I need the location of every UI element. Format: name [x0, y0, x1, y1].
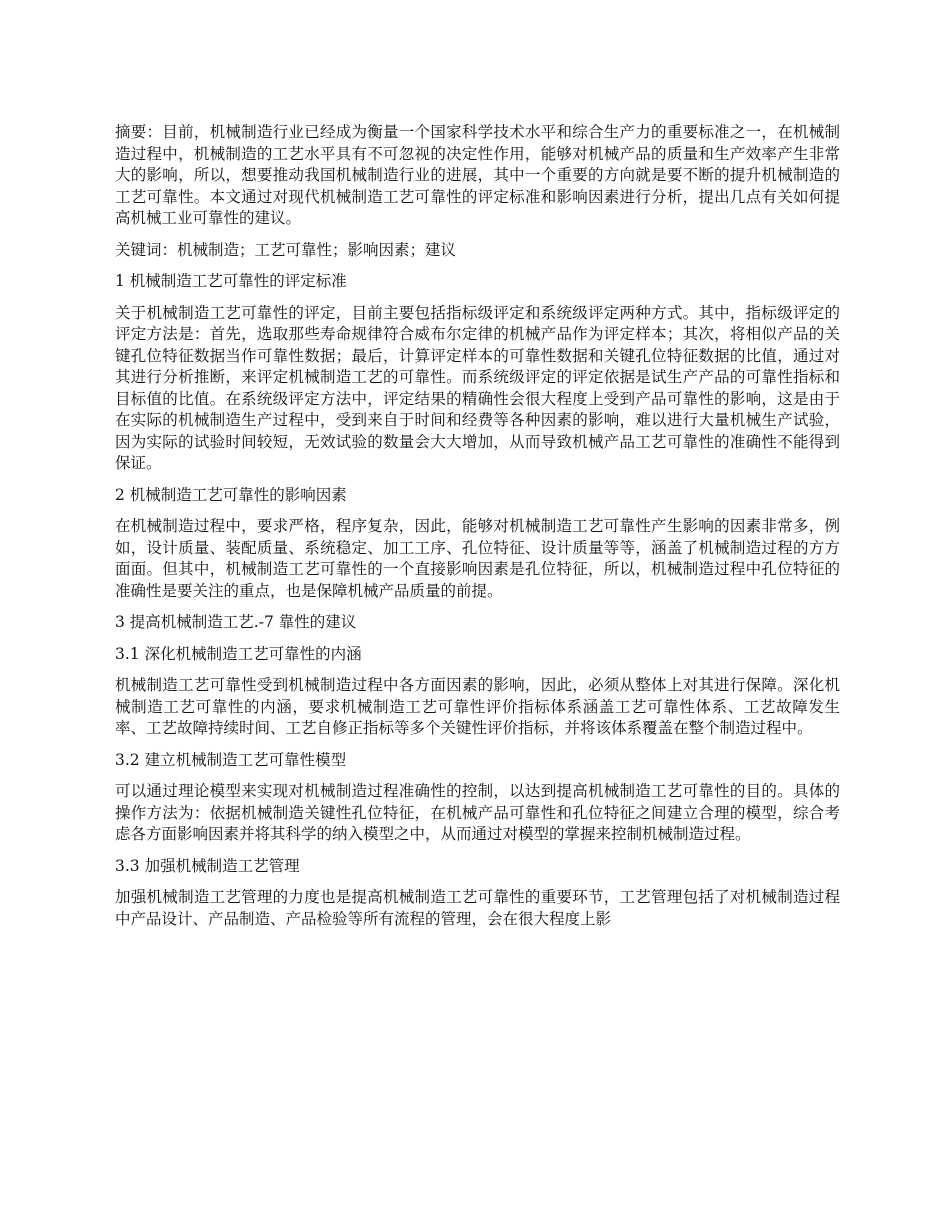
section-3-2-body: 可以通过理论模型来实现对机械制造过程准确性的控制，以达到提高机械制造工艺可靠性的目的。具体的操作方法为：依据机械制造关键性孔位特征，在机械产品可靠性和孔位特征之间建立合理的模型，综合考虑各方面影响因素并将其科学的纳入模型之中，从而通过对模型的掌握来控制机械制造过程。 — [115, 782, 840, 843]
section-2-heading: 2 机械制造工艺可靠性的影响因素 — [115, 485, 347, 504]
section-3-2-heading: 3.2 建立机械制造工艺可靠性模型 — [115, 750, 347, 769]
section-2-body: 在机械制造过程中，要求严格，程序复杂，因此，能够对机械制造工艺可靠性产生影响的因素非常多，例如，设计质量、装配质量、系统稳定、加工工序、孔位特征、设计质量等等，涵盖了机械制造过程的方方面面。但其中，机械制造工艺可靠性的一个直接影响因素是孔位特征，所以，机械制造过程中孔位特征的准确性是要关注的重点，也是保障机械产品质量的前提。 — [115, 517, 840, 600]
document-page — [115, 122, 840, 940]
section-1-heading: 1 机械制造工艺可靠性的评定标准 — [115, 272, 347, 290]
section-3-1-body: 机械制造工艺可靠性受到机械制造过程中各方面因素的影响，因此，必须从整体上对其进行保障。深化机械制造工艺可靠性的内涵，要求机械制造工艺可靠性评价指标体系涵盖工艺可靠性体系、工艺故障发生率、工艺故障持续时间、工艺自修正指标等多个关键性评价指标，并将该体系覆盖在整个制造过程中。 — [115, 676, 840, 737]
section-3-heading: 3 提高机械制造工艺.-7 靠性的建议 — [115, 613, 357, 631]
abstract-paragraph: 摘要：目前，机械制造行业已经成为衡量一个国家科学技术水平和综合生产力的重要标准之一，在机械制造过程中，机械制造的工艺水平具有不可忽视的决定性作用，能够对机械产品的质量和生产效率产生非常大的影响，所以，想要推动我国机械制造行业的进展，其中一个重要的方向就是要不断的提升机械制造的工艺可靠性。本文通过对现代机械制造工艺可靠性的评定标准和影响因素进行分析，提出几点有关如何提高机械工业可靠性的建议。 — [115, 123, 840, 227]
section-1-body: 关于机械制造工艺可靠性的评定，目前主要包括指标级评定和系统级评定两种方式。其中，指标级评定的评定方法是：首先，选取那些寿命规律符合威布尔定律的机械产品作为评定样本；其次，将相似产品的关键孔位特征数据当作可靠性数据；最后，计算评定样本的可靠性数据和关键孔位特征数据的比值，通过对其进行分析推断，来评定机械制造工艺的可靠性。而系统级评定的评定依据是试生产产品的可靠性指标和目标值的比值。在系统级评定方法中，评定结果的精确性会很大程度上受到产品可靠性的影响，这是由于在实际的机械制造生产过程中，受到来自于时间和经费等各种因素的影响，难以进行大量机械生产试验，因为实际的试验时间较短，无效试验的数量会大大增加，从而导致机械产品工艺可靠性的准确性不能得到保证。 — [115, 303, 840, 472]
section-3-3-heading: 3.3 加强机械制造工艺管理 — [115, 856, 300, 875]
section-3-1-heading: 3.1 深化机械制造工艺可靠性的内涵 — [115, 644, 362, 663]
section-3-3-body: 加强机械制造工艺管理的力度也是提高机械制造工艺可靠性的重要环节，工艺管理包括了对机械制造过程中产品设计、产品制造、产品检验等所有流程的管理，会在很大程度上影 — [115, 888, 840, 928]
keywords-line: 关键词：机械制造；工艺可靠性；影响因素；建议 — [115, 240, 457, 259]
